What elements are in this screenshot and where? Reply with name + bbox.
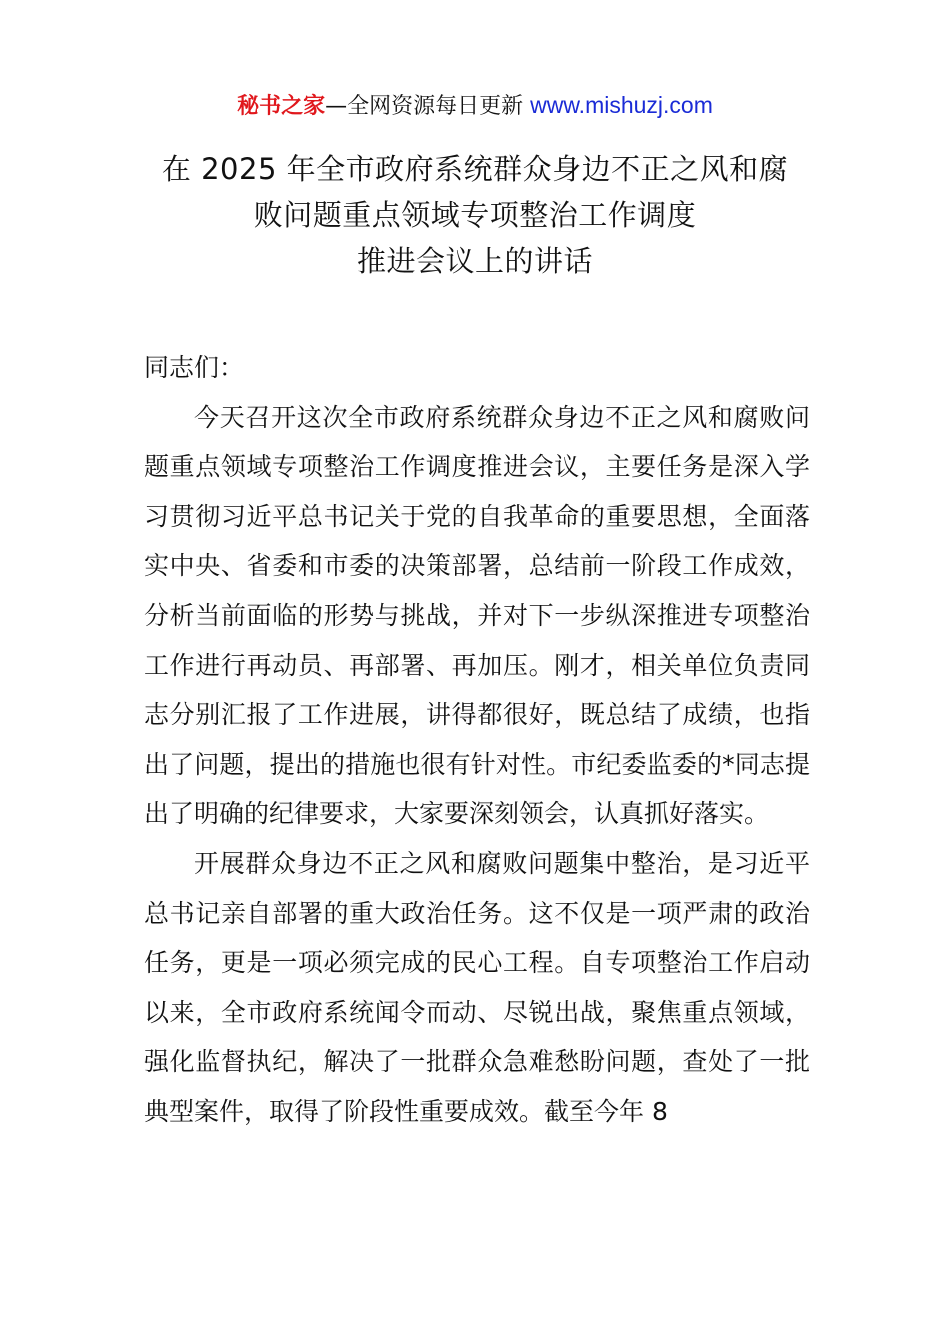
salutation: 同志们： [144,353,245,382]
title-line-2: 败问题重点领域专项整治工作调度 [253,198,697,232]
header-tagline: —全网资源每日更新 [325,94,531,119]
brand-name: 秘书之家 [237,94,326,119]
paragraph-1: 今天召开这次全市政府系统群众身边不正之风和腐败问题重点领域专项整治工作调度推进会议，主要任务是深入学习贯彻习近平总书记关于党的自我革命的重要思想，全面落实中央、省委和市委的决策部署，总结前一阶段工作成效，分析当前面临的形势与挑战，并对下一步纵深推进专项整治工作进行再动员、再部署、再加压。刚才，相关单位负责同志分别汇报了工作进展，讲得都很好，既总结了成绩，也指出了问题，提出的措施也很有针对性。市纪委监委的*同志提出了明确的纪律要求，大家要深刻领会，认真抓好落实。 [144,402,810,829]
document-body [144,343,810,1137]
site-url-link[interactable]: www.mishuzj.com [530,92,713,118]
paragraph-2: 开展群众身边不正之风和腐败问题集中整治，是习近平总书记亲自部署的重大政治任务。这不仅是一项严肃的政治任务，更是一项必须完成的民心工程。自专项整治工作启动以来，全市政府系统闻令而动、尽锐出战，聚焦重点领域，强化监督执纪，解决了一批群众急难愁盼问题，查处了一批典型案件，取得了阶段性重要成效。截至今年 8 [144,848,810,1126]
title-line-3: 推进会议上的讲话 [356,244,593,278]
document-title [120,146,830,284]
site-header [0,88,950,124]
title-line-1: 在 2025 年全市政府系统群众身边不正之风和腐 [161,152,789,186]
